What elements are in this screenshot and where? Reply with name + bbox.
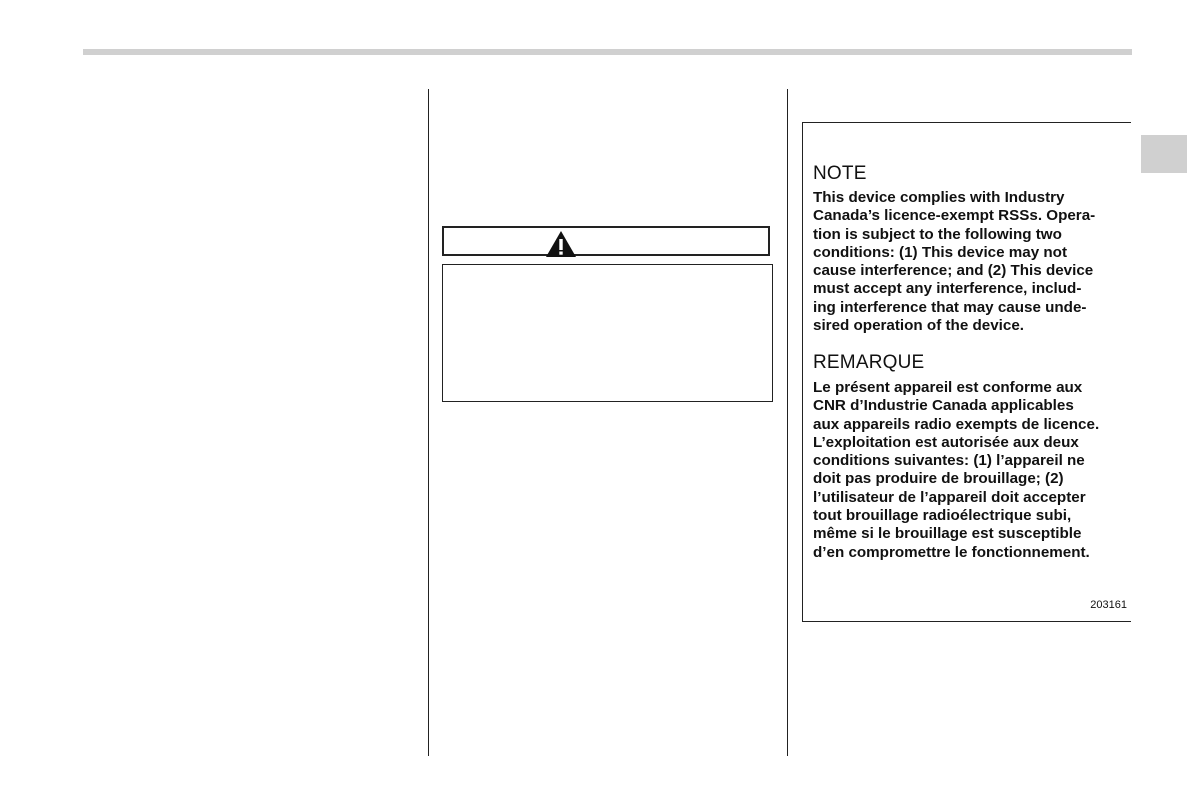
note-line: conditions: (1) This device may not [813, 243, 1068, 261]
header-rule [83, 49, 1132, 55]
chapter-tab [1141, 135, 1187, 173]
remarque-line: d’en compromettre le fonctionnement. [813, 543, 1090, 561]
remarque-line: L’exploitation est autorisée aux deux [813, 433, 1079, 451]
note-line: This device complies with Industry [813, 189, 1065, 206]
remarque-line: doit pas produire de brouillage; (2) [813, 470, 1064, 488]
note-line: Canada’s licence-exempt RSSs. Opera- [813, 207, 1096, 225]
note-text [813, 189, 1123, 335]
note-line: tion is subject to the following two [813, 225, 1062, 243]
column-divider-right [787, 89, 788, 756]
note-line: cause interference; and (2) This device [813, 262, 1094, 280]
remarque-text [813, 379, 1123, 562]
note-line: ing interference that may cause unde- [813, 298, 1087, 316]
image-id-label: 203161 [1090, 599, 1127, 611]
warning-triangle-icon [544, 229, 578, 259]
warning-header-box [442, 226, 770, 256]
remarque-line: conditions suivantes: (1) l’appareil ne [813, 452, 1085, 470]
remarque-line: aux appareils radio exempts de licence. [813, 415, 1100, 433]
remarque-line: tout brouillage radioélectrique subi, [813, 507, 1072, 525]
remarque-line: CNR d’Industrie Canada applicables [813, 397, 1074, 415]
column-divider-left [428, 89, 429, 756]
warning-body-box [442, 264, 773, 402]
note-heading: NOTE [813, 163, 867, 184]
regulatory-notice-box [802, 122, 1131, 622]
remarque-line: l’utilisateur de l’appareil doit accepter [813, 488, 1086, 506]
remarque-line: Le présent appareil est conforme aux [813, 379, 1083, 396]
note-line: must accept any interference, includ- [813, 280, 1082, 298]
note-line: sired operation of the device. [813, 317, 1024, 335]
remarque-heading: REMARQUE [813, 352, 925, 373]
remarque-line: même si le brouillage est susceptible [813, 525, 1082, 543]
